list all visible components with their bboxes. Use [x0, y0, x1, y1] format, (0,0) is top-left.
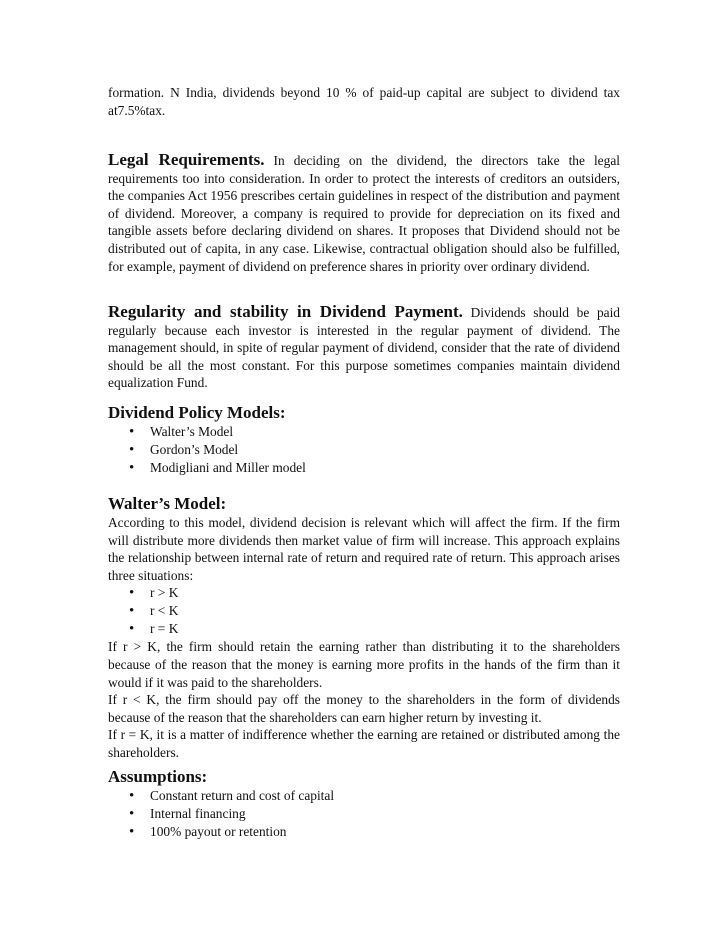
r-equals-k-paragraph: If r = K, it is a matter of indifference whether the earning are retained or distributed among the shareholders.: [108, 727, 620, 760]
dividend-policy-models-heading: Dividend Policy Models:: [108, 403, 286, 422]
regularity-heading: Regularity and stability in Dividend Payment.: [108, 302, 463, 321]
assumptions-list: [108, 787, 620, 841]
walters-model-heading: Walter’s Model:: [108, 494, 227, 513]
legal-requirements-section: [108, 151, 620, 275]
assumptions-heading: Assumptions:: [108, 767, 208, 786]
list-item: • r > K: [108, 584, 620, 602]
regularity-body: Dividends should be paid regularly because each investor is interested in the regular payment of dividend. The management should, in spite of regular payment of dividend, consider that the rate of dividend should be all the most constant. For this purpose sometimes companies maintain dividend equalization Fund.: [108, 305, 620, 391]
list-item: • Internal financing: [108, 805, 620, 823]
list-item: • r < K: [108, 602, 620, 620]
situations-list: [108, 584, 620, 638]
legal-requirements-body: In deciding on the dividend, the directors take the legal requirements too into consideration. In order to protect the interests of creditors an outsiders, the companies Act 1956 prescribes certain guidelines in respect of the distribution and payment of dividend. Moreover, a company is required to provide for depreciation on its fixed and tangible assets before declaring dividend on shares. It proposes that Dividend should not be distributed out of capita, in any case. Likewise, contractual obligation should also be fulfilled, for example, payment of dividend on preference shares in priority over ordinary dividend.: [108, 153, 620, 274]
regularity-section: [108, 303, 620, 392]
r-less-than-k-paragraph: If r < K, the firm should pay off the money to the shareholders in the form of dividends because of the reason that the shareholders can earn higher return by investing it.: [108, 692, 620, 725]
legal-requirements-heading: Legal Requirements.: [108, 150, 265, 169]
models-list: [108, 423, 620, 477]
legal-requirements-paragraph: [108, 151, 620, 275]
intro-paragraph: formation. N India, dividends beyond 10 % of paid-up capital are subject to dividend tax at7.5%tax.: [108, 85, 620, 118]
list-item: • 100% payout or retention: [108, 823, 620, 841]
list-item: • Gordon’s Model: [108, 441, 620, 459]
r-greater-than-k-paragraph: If r > K, the firm should retain the earning rather than distributing it to the shareholders because of the reason that the money is earning more profits in the hands of the firm than it would if it was paid to the shareholders.: [108, 639, 620, 690]
intro-section: [108, 84, 620, 119]
list-item: • Modigliani and Miller model: [108, 459, 620, 477]
list-item: • r = K: [108, 620, 620, 638]
assumptions-section: [108, 767, 620, 841]
walters-model-body: According to this model, dividend decision is relevant which will affect the firm. If the firm will distribute more dividends then market value of firm will increase. This approach explains the relationship between internal rate of return and required rate of return. This approach arises three situations:: [108, 515, 620, 583]
regularity-paragraph: [108, 303, 620, 392]
walters-model-section: [108, 494, 620, 762]
list-item: • Constant return and cost of capital: [108, 787, 620, 805]
dividend-policy-models-section: [108, 403, 620, 477]
list-item: • Walter’s Model: [108, 423, 620, 441]
